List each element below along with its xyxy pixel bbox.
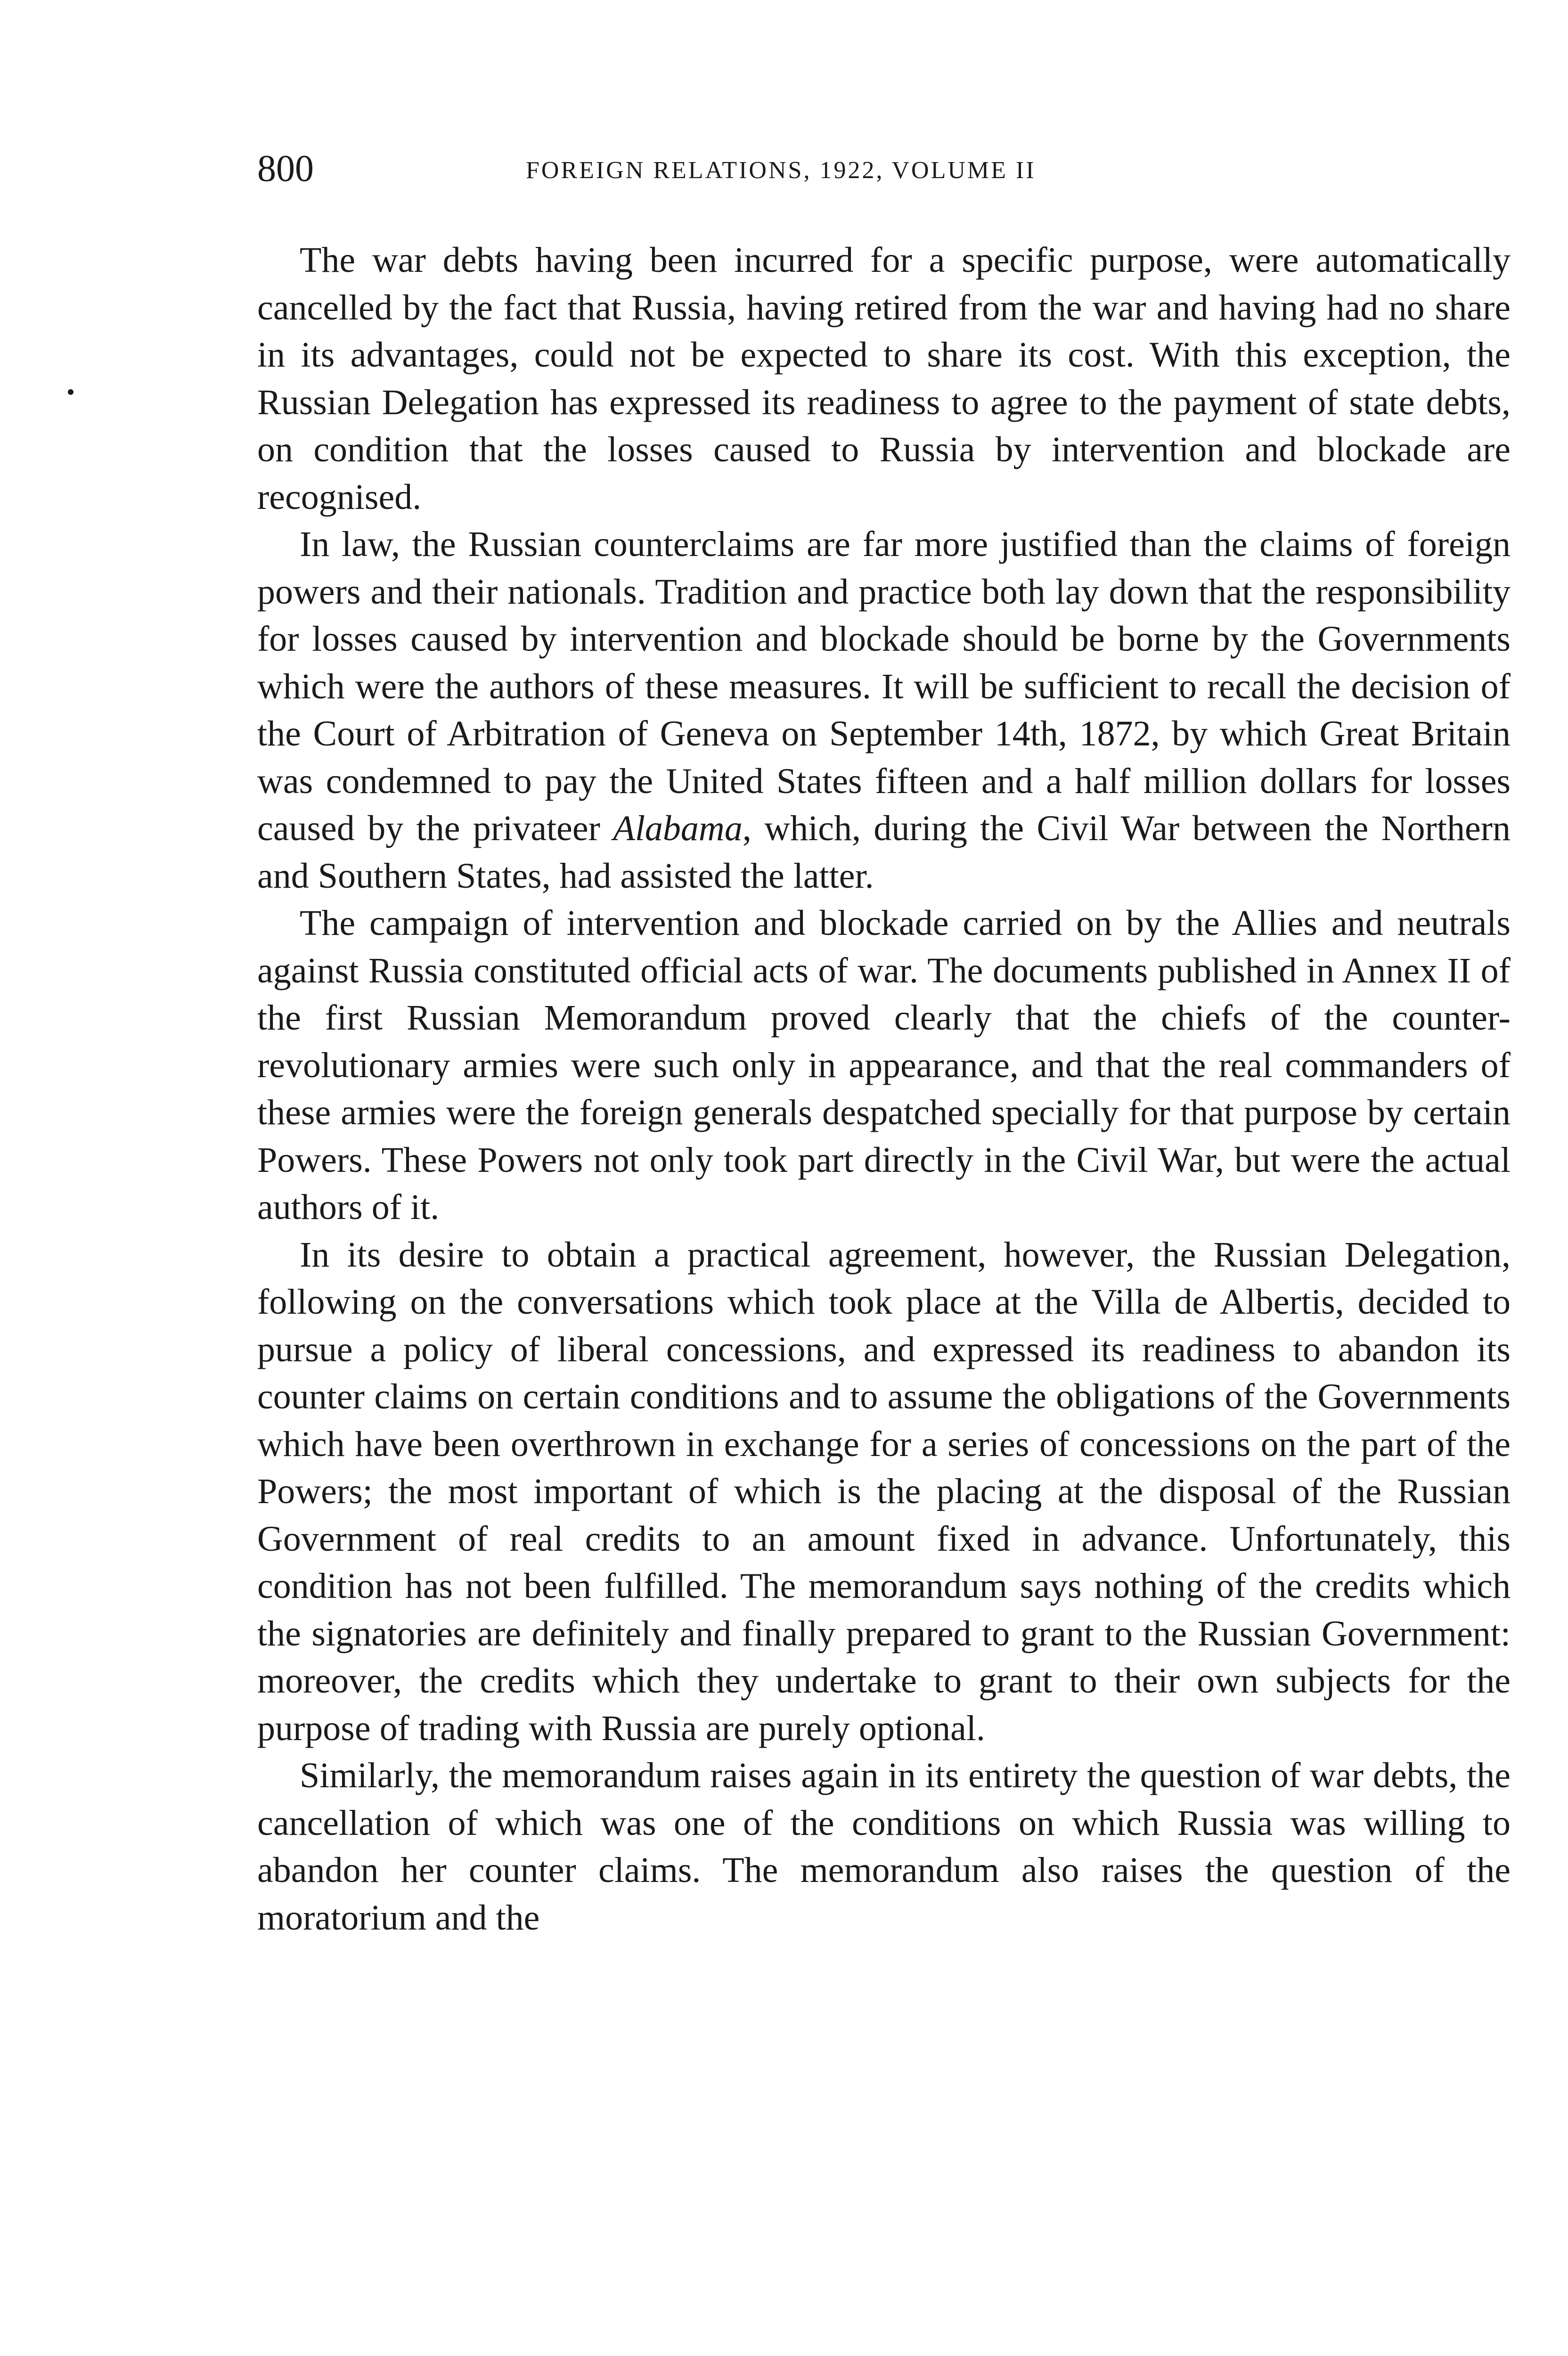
paragraph-counterclaims: In law, the Russian counterclaims are far more justified than the claims of foreign powers and their nationals. Tradition and practice both lay down that the responsibility for losses caused by intervention and blockade should be borne by the Governments which were the authors of these measures. It will be sufficient to recall the decision of the Court of Arbitration of Geneva on September 14th, 1872, by which Great Britain was condemned to pay the United States fifteen and a half million dollars for losses caused by the privateer Alabama, which, during the Civil War between the Northern and Southern States, had assisted the latter. <box>257 524 1511 896</box>
paragraph-moratorium: Similarly, the memorandum raises again in its entirety the question of war debts, the cancellation of which was one of the conditions on which Russia was willing to abandon her counter claims. The memorandum also raises the question of the moratorium and the <box>257 1756 1511 1938</box>
paragraph-intervention: The campaign of intervention and blockade carried on by the Allies and neutrals against Russia constituted official acts of war. The documents published in Annex II of the first Russian Memorandum proved clearly that the chiefs of the counter-revolutionary armies were such only in appearance, and that the real commanders of these armies were the foreign generals despatched specially for that purpose by certain Powers. These Powers not only took part directly in the Civil War, but were the actual authors of it. <box>257 903 1511 1227</box>
paragraph-concessions: In its desire to obtain a practical agreement, however, the Russian Delegation, following on the conversations which took place at the Villa de Albertis, decided to pursue a policy of liberal concessions, and expressed its readiness to abandon its counter claims on certain conditions and to assume the obligations of the Governments which have been overthrown in exchange for a series of concessions on the part of the Powers; the most important of which is the placing at the disposal of the Russian Government of real credits to an amount fixed in advance. Unfortunately, this condition has not been fulfilled. The memorandum says nothing of the credits which the signatories are definitely and finally prepared to grant to the Russian Government: moreover, the credits which they undertake to grant to their own subjects for the purpose of trading with Russia are purely optional. <box>257 1235 1511 1748</box>
paragraph-war-debts: The war debts having been incurred for a specific purpose, were automatically cancelled by the fact that Russia, having retired from the war and having had no share in its advantages, could not be expected to share its cost. With this exception, the Russian Delegation has expressed its readiness to agree to the payment of state debts, on condition that the losses caused to Russia by intervention and blockade are recognised. <box>257 240 1511 517</box>
ship-name-alabama: Alabama <box>613 809 743 848</box>
body-text <box>257 237 1511 1941</box>
margin-mark <box>68 389 74 395</box>
running-head: FOREIGN RELATIONS, 1922, VOLUME II <box>526 157 1036 184</box>
page-header <box>257 150 1511 206</box>
page-number: 800 <box>257 148 314 189</box>
